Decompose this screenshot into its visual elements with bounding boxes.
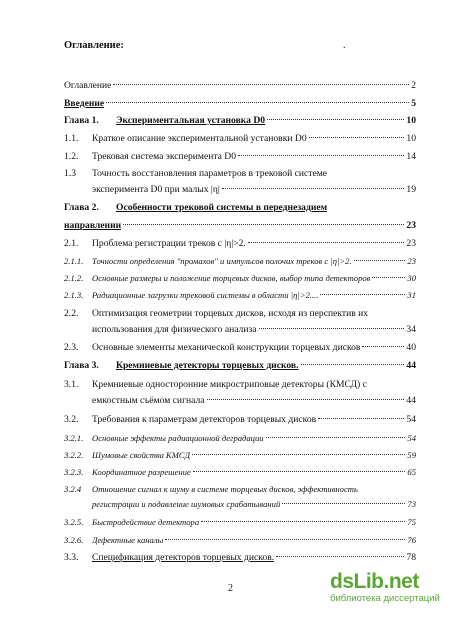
toc-entry-page: 31 bbox=[407, 290, 416, 300]
toc-entry-number: Глава 3. bbox=[64, 360, 99, 371]
toc-entry-number: 2.1.2. bbox=[64, 273, 84, 283]
toc-entry[interactable] bbox=[64, 358, 416, 374]
toc-entry-title: Отношение сигнал к шуму в системе торцевых дисков, эффективность bbox=[92, 484, 358, 494]
toc-entry-title-cont: емкостным съёмом сигнала bbox=[92, 395, 205, 406]
toc-leader bbox=[309, 137, 405, 138]
toc-leader bbox=[248, 242, 405, 243]
toc-entry-page: 10 bbox=[406, 115, 416, 126]
toc-entry-title: Основные эффекты радиационной деградации bbox=[92, 433, 264, 443]
toc-leader bbox=[207, 399, 405, 400]
toc-leader bbox=[354, 260, 406, 261]
toc-entry-number: 2.1.1. bbox=[64, 256, 84, 266]
toc-entry-continuation[interactable] bbox=[64, 218, 416, 234]
toc-entry[interactable] bbox=[64, 270, 416, 286]
toc-leader bbox=[193, 471, 406, 472]
toc-leader bbox=[320, 294, 405, 295]
toc-leader bbox=[276, 556, 404, 557]
toc-leader bbox=[123, 224, 404, 225]
toc-leader bbox=[372, 277, 405, 278]
toc-entry-page: 44 bbox=[406, 360, 416, 371]
toc-entry-number: 3.2.2. bbox=[64, 450, 84, 460]
toc-entry-page: 23 bbox=[407, 256, 416, 266]
toc-entry-page: 54 bbox=[407, 433, 416, 443]
toc-entry-number: 2.1.3. bbox=[64, 290, 84, 300]
toc-entry[interactable] bbox=[64, 412, 416, 428]
toc-entry-continuation[interactable] bbox=[92, 393, 416, 409]
toc-entry-page: 23 bbox=[406, 220, 416, 231]
toc-entry-page: 76 bbox=[407, 535, 416, 545]
toc-entry-title: Основные элементы механической конструкции торцевых дисков bbox=[92, 342, 361, 353]
toc-entry-page: 40 bbox=[406, 342, 416, 353]
toc-entry-number: 3.2.1. bbox=[64, 433, 84, 443]
toc-entry-title: Кремниевые детекторы торцевых дисков. bbox=[116, 360, 299, 371]
toc-leader bbox=[222, 188, 405, 189]
toc-leader bbox=[192, 454, 405, 455]
toc-entry[interactable] bbox=[64, 149, 416, 165]
toc-leader bbox=[362, 346, 404, 347]
toc-entry[interactable] bbox=[64, 532, 416, 548]
toc-entry-number: 3.2.4 bbox=[64, 484, 82, 494]
watermark-title: dsLib.net bbox=[330, 570, 419, 593]
watermark-logo[interactable] bbox=[330, 571, 444, 615]
toc-entry-title: Особенности трековой системы в переднезадием bbox=[116, 202, 328, 213]
toc-entry-title: Шумовые свойства КМСД bbox=[92, 450, 191, 460]
toc-entry[interactable] bbox=[64, 131, 416, 147]
toc-entry-number: 1.3 bbox=[64, 168, 76, 179]
toc-entry[interactable] bbox=[64, 113, 416, 129]
toc-entry-page: 14 bbox=[406, 151, 416, 162]
toc-leader bbox=[282, 503, 405, 504]
toc-entry[interactable] bbox=[64, 430, 416, 446]
toc-entry-page: 59 bbox=[407, 450, 416, 460]
toc-entry-title: Оптимизация геометрии торцевых дисков, исходя из перспектив их bbox=[92, 308, 369, 319]
toc-leader bbox=[301, 364, 405, 365]
toc-entry-page: 65 bbox=[407, 467, 416, 477]
toc-entry[interactable] bbox=[64, 481, 416, 497]
toc-entry[interactable] bbox=[64, 287, 416, 303]
toc-leader bbox=[238, 155, 404, 156]
toc-entry[interactable] bbox=[64, 200, 416, 216]
toc-entry-number: 3.2.3. bbox=[64, 467, 84, 477]
toc-entry-title: Требования к параметрам детекторов торцевых дисков bbox=[92, 414, 317, 425]
toc-leader bbox=[267, 119, 404, 120]
toc-entry[interactable] bbox=[64, 447, 416, 463]
toc-entry-number: 3.2.5. bbox=[64, 517, 84, 527]
toc-entry-title: Проблема регистрации треков с |η|>2. bbox=[92, 238, 246, 249]
toc-entry-continuation[interactable] bbox=[92, 322, 416, 338]
toc-entry-page: 23 bbox=[406, 238, 416, 249]
toc-entry-title: Экспериментальная установка D0 bbox=[116, 115, 266, 126]
toc-heading: Оглавление: bbox=[64, 40, 124, 51]
watermark-subtitle: библиотека диссертаций bbox=[330, 593, 440, 604]
toc-entry-page: 78 bbox=[406, 552, 416, 563]
toc-entry-title: Краткое описание экспериментальной установки D0 bbox=[92, 133, 307, 144]
toc-entry-number: 2.1. bbox=[64, 238, 79, 249]
toc-entry-title-cont: регистрации и подавление шумовых срабатываний bbox=[92, 499, 281, 509]
toc-entry-number: 3.2. bbox=[64, 414, 79, 425]
toc-leader bbox=[266, 437, 406, 438]
toc-entry-page: 19 bbox=[406, 184, 416, 195]
toc-entry[interactable] bbox=[64, 78, 416, 94]
toc-entry-page: 54 bbox=[406, 414, 416, 425]
toc-entry-page: 5 bbox=[411, 98, 416, 109]
page-number: 2 bbox=[228, 583, 233, 594]
toc-entry-number: 3.3. bbox=[64, 552, 79, 563]
toc-entry-number: 2.3. bbox=[64, 342, 79, 353]
toc-entry[interactable] bbox=[64, 514, 416, 530]
toc-entry-title: Быстродействие детектора bbox=[92, 517, 200, 527]
toc-entry-number: 2.2. bbox=[64, 308, 79, 319]
toc-leader bbox=[259, 328, 405, 329]
toc-entry-page: 2 bbox=[411, 80, 416, 91]
toc-entry-title-cont: направлении bbox=[64, 220, 122, 231]
toc-entry-number: 1.1. bbox=[64, 133, 79, 144]
toc-entry-title: Трековая система эксперимента D0 bbox=[92, 151, 237, 162]
toc-entry-number: Глава 2. bbox=[64, 202, 99, 213]
toc-entry-title: Точность восстановления параметров в трековой системе bbox=[92, 168, 328, 179]
toc-entry-title: Основные размеры и положение торцевых дисков, выбор типа детекторов bbox=[92, 273, 371, 283]
toc-leader bbox=[318, 418, 404, 419]
toc-entry-continuation[interactable] bbox=[92, 496, 416, 512]
toc-entry-title: Дефектные каналы bbox=[92, 535, 164, 545]
toc-entry-page: 73 bbox=[407, 499, 416, 509]
toc-entry[interactable] bbox=[64, 464, 416, 480]
toc-entry[interactable] bbox=[64, 236, 416, 252]
toc-entry-title: Радиационные загрузки трековой системы в области |η|>2.... bbox=[92, 290, 319, 300]
toc-entry-title: Оглавление bbox=[64, 80, 112, 91]
toc-leader bbox=[113, 84, 409, 85]
toc-entry-title-cont: использования для физического анализа bbox=[92, 324, 257, 335]
toc-entry[interactable] bbox=[64, 96, 416, 112]
toc-entry-continuation[interactable] bbox=[92, 182, 416, 198]
toc-entry-title: Координатное разрешение bbox=[92, 467, 191, 477]
toc-entry-number: Глава 1. bbox=[64, 115, 99, 126]
toc-entry[interactable] bbox=[64, 253, 416, 269]
stray-mark: . bbox=[343, 40, 346, 51]
toc-entry-page: 34 bbox=[406, 324, 416, 335]
toc-entry-page: 10 bbox=[406, 133, 416, 144]
toc-entry-page: 75 bbox=[407, 517, 416, 527]
toc-entry-number: 3.1. bbox=[64, 379, 79, 390]
toc-entry-page: 30 bbox=[407, 273, 416, 283]
toc-leader bbox=[201, 521, 405, 522]
toc-leader bbox=[106, 102, 409, 103]
toc-entry[interactable] bbox=[64, 550, 416, 566]
toc-entry[interactable] bbox=[64, 377, 416, 393]
toc-entry-page: 44 bbox=[406, 395, 416, 406]
toc-entry-number: 3.2.6. bbox=[64, 535, 84, 545]
toc-entry-title-cont: эксперимента D0 при малых |η| bbox=[92, 184, 220, 195]
toc-entry-title: Точности определения "промахов" и импульсов полочих треков с |η|>2. bbox=[92, 256, 352, 266]
toc-entry-title: Спецификация детекторов торцевых дисков. bbox=[92, 552, 275, 563]
toc-entry[interactable] bbox=[64, 306, 416, 322]
toc-leader bbox=[165, 539, 405, 540]
toc-entry[interactable] bbox=[64, 340, 416, 356]
toc-entry[interactable] bbox=[64, 166, 416, 182]
toc-entry-title: Кремниевые односторонние микростриповые детекторы (КМСД) с bbox=[92, 379, 367, 390]
toc-entry-title: Введение bbox=[64, 98, 105, 109]
toc-entry-number: 1.2. bbox=[64, 151, 79, 162]
